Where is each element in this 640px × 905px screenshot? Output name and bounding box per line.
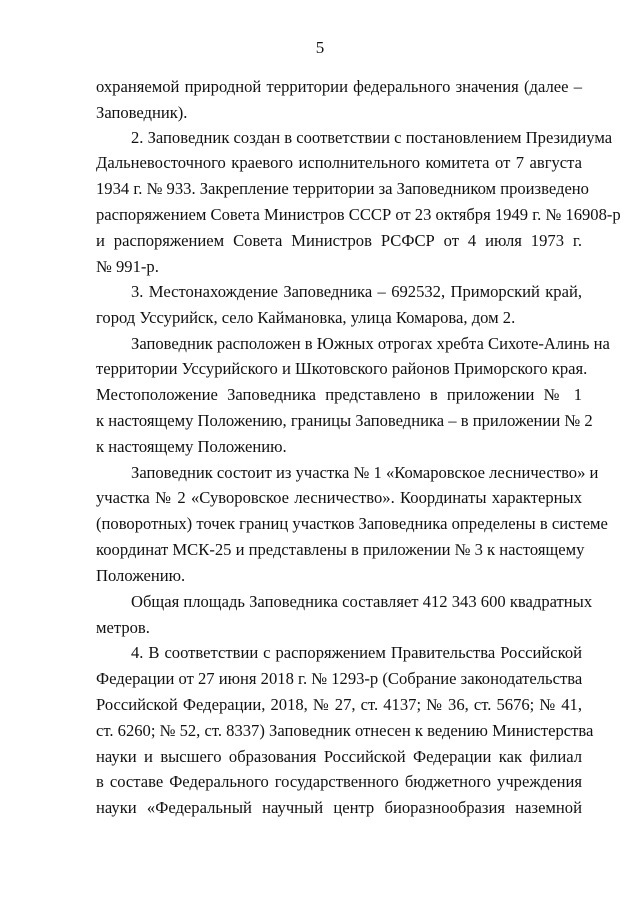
text-line: в составе Федерального государственного бюджетного учреждения [96,772,582,791]
text-line: город Уссурийск, село Каймановка, улица Комарова, дом 2. [96,308,516,327]
text-line: метров. [96,618,150,637]
text-line: к настоящему Положению. [96,437,287,456]
text-line: охраняемой природной территории федерального значения (далее – [96,77,582,96]
page-number: 5 [315,38,325,57]
text-line: (поворотных) точек границ участков Заповедника определены в системе [96,514,608,533]
text-line: Положению. [96,566,186,585]
text-line: и распоряжением Совета Министров РСФСР от 4 июля 1973 г. [96,231,582,250]
text-line: науки «Федеральный научный центр биоразнообразия наземной [96,798,582,817]
text-line: Заповедник). [96,103,188,122]
text-line: распоряжением Совета Министров СССР от 23 октября 1949 г. № 16908-р [96,205,621,224]
text-line: Общая площадь Заповедника составляет 412 343 600 квадратных [131,592,593,611]
text-line: участка № 2 «Суворовское лесничество». Координаты характерных [96,488,582,507]
text-line: 4. В соответствии с распоряжением Правительства Российской [131,643,582,662]
text-line: ст. 6260; № 52, ст. 8337) Заповедник отнесен к ведению Министерства [96,721,594,740]
text-line: к настоящему Положению, границы Заповедника – в приложении № 2 [96,411,593,430]
text-line: Местоположение Заповедника представлено в приложении № 1 [96,385,582,404]
text-line: № 991-р. [96,257,159,276]
text-line: Российской Федерации, 2018, № 27, ст. 4137; № 36, ст. 5676; № 41, [96,695,582,714]
text-line: Дальневосточного краевого исполнительного комитета от 7 августа [96,153,582,172]
text-line: Заповедник состоит из участка № 1 «Комаровское лесничество» и [131,463,599,482]
text-line: 2. Заповедник создан в соответствии с постановлением Президиума [131,128,613,147]
text-line: 3. Местонахождение Заповедника – 692532, Приморский край, [131,282,582,301]
text-line: Федерации от 27 июня 2018 г. № 1293-р (Собрание законодательства [96,669,583,688]
text-line: Заповедник расположен в Южных отрогах хребта Сихоте-Алинь на [131,334,610,353]
text-line: 1934 г. № 933. Закрепление территории за Заповедником произведено [96,179,589,198]
text-line: территории Уссурийского и Шкотовского районов Приморского края. [96,359,588,378]
text-line: науки и высшего образования Российской Федерации как филиал [96,747,582,766]
text-line: координат МСК-25 и представлены в приложении № 3 к настоящему [96,540,585,559]
